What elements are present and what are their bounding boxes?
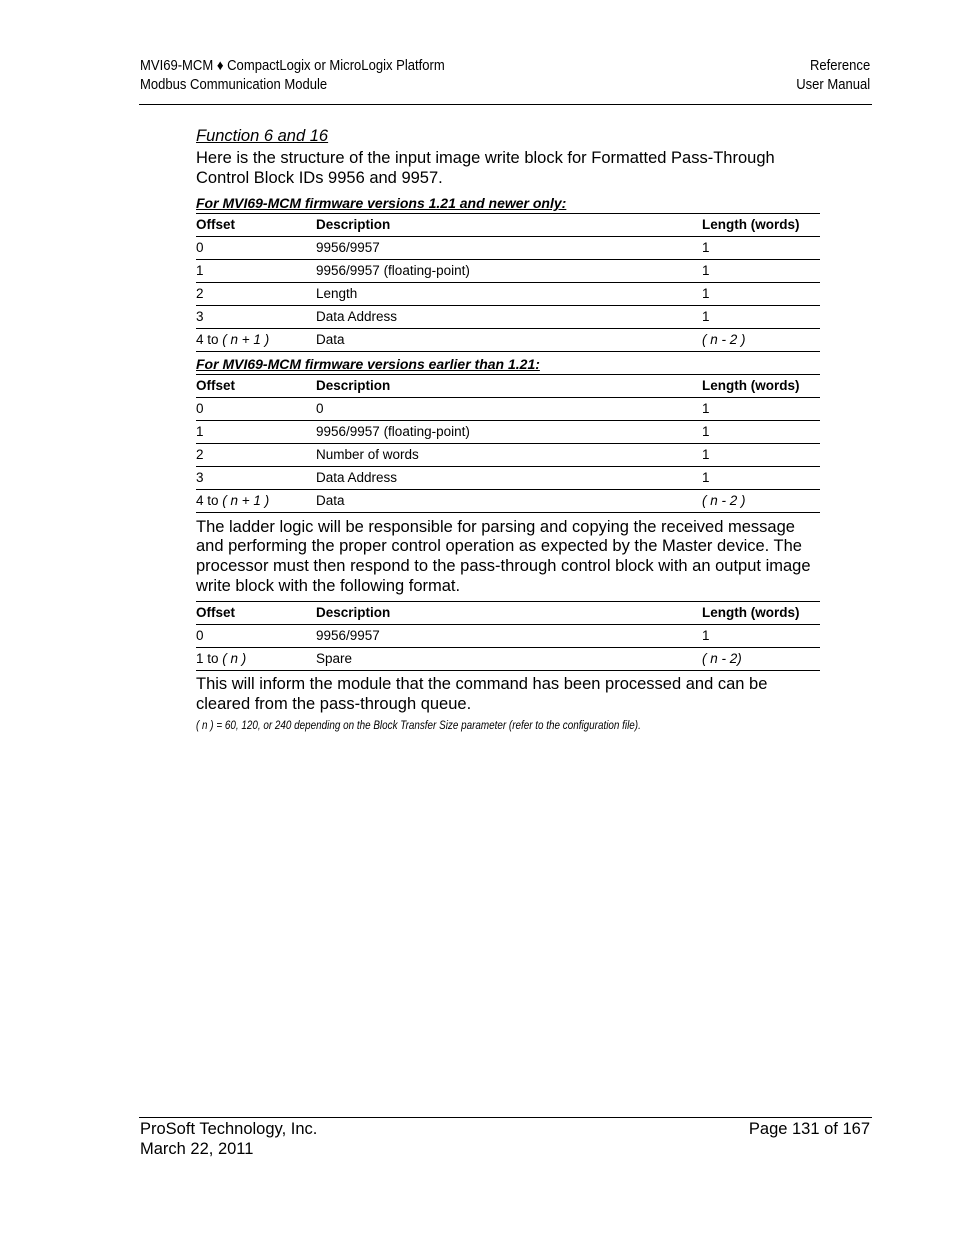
column-header-offset: Offset — [196, 601, 316, 624]
table-row — [196, 259, 820, 282]
table-row — [196, 466, 820, 489]
page-header-left — [140, 57, 445, 95]
table-row — [196, 647, 820, 670]
length-cell — [702, 647, 820, 670]
intro-paragraph: Here is the structure of the input image write block for Formatted Pass-Through Control Block IDs 9956 and 9957. — [196, 149, 775, 187]
table-row — [196, 397, 820, 420]
description-cell: Spare — [316, 647, 702, 670]
offset-cell: 2 — [196, 443, 316, 466]
offset-prefix: 4 to — [196, 493, 219, 509]
footnote: ( n ) = 60, 120, or 240 depending on the Block Transfer Size parameter (refer to the configuration file). — [196, 720, 641, 733]
table-header-row — [196, 213, 820, 236]
description-cell: Data Address — [316, 466, 702, 489]
description-cell: 9956/9957 (floating-point) — [316, 420, 702, 443]
length-cell — [702, 328, 820, 351]
offset-expression: ( n + 1 ) — [222, 332, 270, 348]
offset-cell: 3 — [196, 305, 316, 328]
description-cell: Length — [316, 282, 702, 305]
column-header-description: Description — [316, 601, 702, 624]
length-cell: 1 — [702, 397, 820, 420]
length-cell: 1 — [702, 466, 820, 489]
length-expression: ( n - 2 ) — [702, 332, 746, 348]
page-footer-left — [140, 1120, 317, 1160]
offset-cell: 1 — [196, 259, 316, 282]
page-content — [196, 126, 820, 732]
footer-page-number: Page 131 of 167 — [748, 1120, 870, 1138]
offset-prefix: 4 to — [196, 332, 219, 348]
description-cell: Data Address — [316, 305, 702, 328]
table-row — [196, 443, 820, 466]
offset-cell: 3 — [196, 466, 316, 489]
table-row — [196, 305, 820, 328]
table-header-row — [196, 374, 820, 397]
length-cell — [702, 489, 820, 512]
ladder-logic-paragraph: The ladder logic will be responsible for parsing and copying the received message and performing the proper control operation as expected by the Master device. The processor must then respond to the pass-through control block with an output image write block with the following format. — [196, 517, 811, 595]
page-header-right — [796, 57, 870, 95]
offset-cell: 0 — [196, 236, 316, 259]
column-header-length: Length (words) — [702, 374, 820, 397]
footer-date: March 22, 2011 — [140, 1139, 254, 1158]
page-footer-right — [749, 1120, 870, 1140]
table-input-block-old — [196, 374, 820, 513]
length-cell: 1 — [702, 305, 820, 328]
length-expression: ( n - 2 ) — [702, 493, 746, 509]
length-cell: 1 — [702, 443, 820, 466]
header-module-title: Modbus Communication Module — [140, 77, 328, 93]
closing-paragraph: This will inform the module that the command has been processed and can be cleared from the pass-through queue. — [196, 674, 768, 713]
description-cell: Data — [316, 489, 702, 512]
description-cell: Data — [316, 328, 702, 351]
section-title: Function 6 and 16 — [196, 127, 329, 145]
header-product-title: MVI69-MCM ♦ CompactLogix or MicroLogix Platform — [140, 58, 445, 74]
offset-cell — [196, 647, 316, 670]
offset-cell — [196, 328, 316, 351]
offset-expression: ( n ) — [222, 651, 247, 667]
table-header-row — [196, 601, 820, 624]
footer-company: ProSoft Technology, Inc. — [140, 1120, 318, 1138]
table-row — [196, 236, 820, 259]
length-cell: 1 — [702, 420, 820, 443]
description-cell: 0 — [316, 397, 702, 420]
table-row — [196, 489, 820, 512]
column-header-offset: Offset — [196, 213, 316, 236]
column-header-length: Length (words) — [702, 213, 820, 236]
table-row — [196, 282, 820, 305]
column-header-description: Description — [316, 213, 702, 236]
header-doc-type: User Manual — [796, 77, 870, 93]
table1-caption: For MVI69-MCM firmware versions 1.21 and newer only: — [196, 194, 567, 211]
offset-cell: 2 — [196, 282, 316, 305]
table-input-block-new — [196, 213, 820, 352]
header-section: Reference — [809, 58, 870, 74]
footer-divider — [139, 1117, 872, 1118]
offset-expression: ( n + 1 ) — [222, 493, 270, 509]
column-header-length: Length (words) — [702, 601, 820, 624]
column-header-description: Description — [316, 374, 702, 397]
offset-prefix: 1 to — [196, 651, 219, 667]
length-cell: 1 — [702, 236, 820, 259]
length-cell: 1 — [702, 624, 820, 647]
description-cell: 9956/9957 (floating-point) — [316, 259, 702, 282]
column-header-offset: Offset — [196, 374, 316, 397]
header-divider — [139, 104, 872, 105]
offset-cell — [196, 489, 316, 512]
offset-cell: 1 — [196, 420, 316, 443]
description-cell: Number of words — [316, 443, 702, 466]
offset-cell: 0 — [196, 397, 316, 420]
table-output-block — [196, 601, 820, 671]
length-cell: 1 — [702, 282, 820, 305]
table-row — [196, 624, 820, 647]
description-cell: 9956/9957 — [316, 624, 702, 647]
length-cell: 1 — [702, 259, 820, 282]
table-row — [196, 328, 820, 351]
length-expression: ( n - 2) — [702, 651, 742, 667]
table-row — [196, 420, 820, 443]
description-cell: 9956/9957 — [316, 236, 702, 259]
table2-caption: For MVI69-MCM firmware versions earlier than 1.21: — [196, 355, 540, 372]
offset-cell: 0 — [196, 624, 316, 647]
